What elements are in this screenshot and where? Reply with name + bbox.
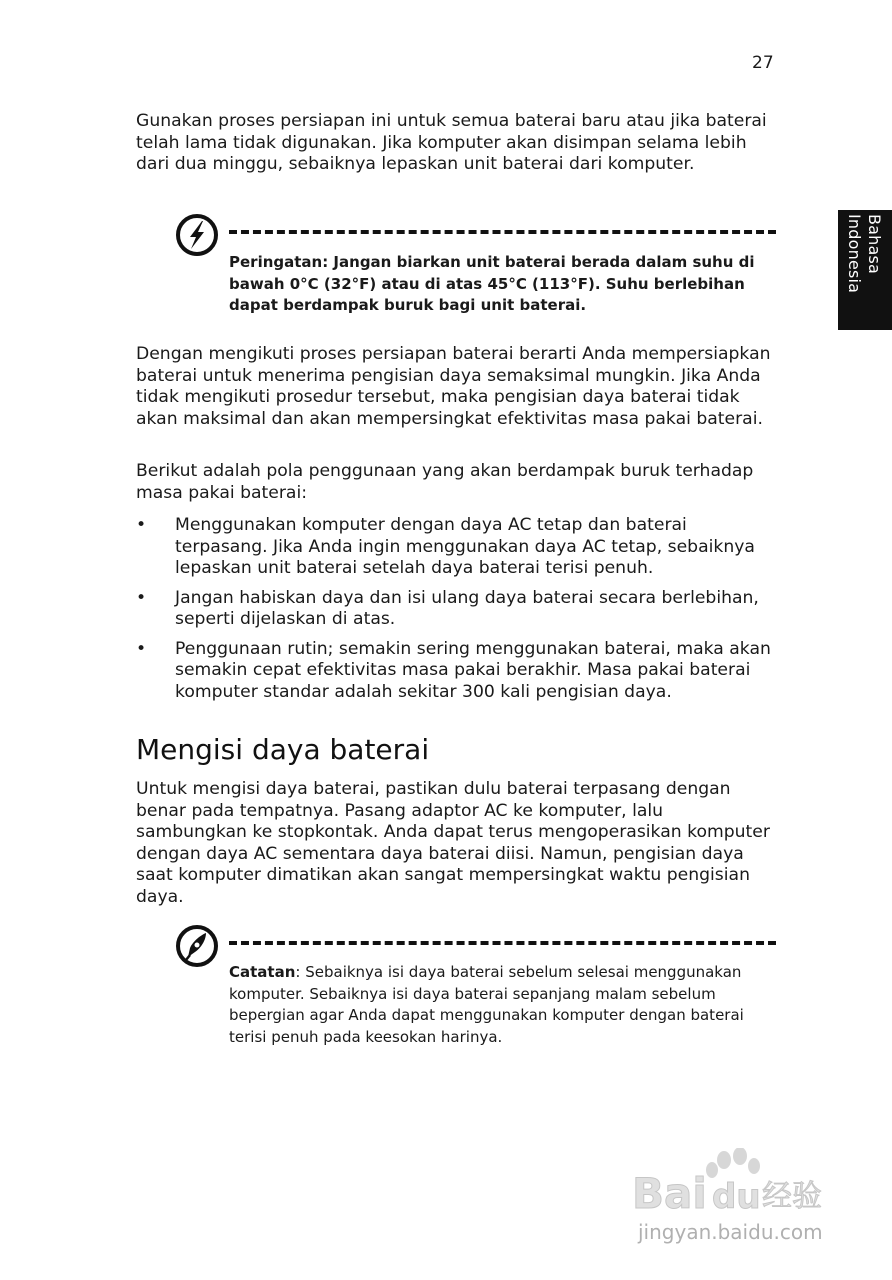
language-tab-line2: Indonesia — [845, 214, 864, 294]
note-divider — [229, 941, 776, 945]
bullet-mark: • — [136, 515, 147, 535]
note-text — [229, 962, 779, 1048]
usage-bullet-list — [136, 515, 776, 711]
list-item-text: Menggunakan komputer dengan daya AC tetap dan baterai terpasang. Jika Anda ingin menggunakan daya AC tetap, sebaiknya lepaskan unit baterai setelah daya baterai terisi penuh. — [175, 515, 755, 578]
note-body: : Sebaiknya isi daya baterai sebelum selesai menggunakan komputer. Sebaiknya isi daya baterai sepanjang malam sebelum bepergian agar Anda dapat menggunakan komputer dengan baterai terisi penuh pada keesokan harinya. — [229, 963, 744, 1046]
section-heading: Mengisi daya baterai — [136, 733, 430, 766]
language-tab-label — [844, 214, 884, 293]
list-item — [136, 515, 776, 580]
language-side-tab — [838, 210, 892, 330]
intro-paragraph: Gunakan proses persiapan ini untuk semua baterai baru atau jika baterai telah lama tidak digunakan. Jika komputer akan disimpan selama lebih dari dua minggu, sebaiknya lepaskan unit baterai dari komputer. — [136, 111, 767, 174]
svg-text:经验: 经验 — [762, 1179, 822, 1214]
bullet-mark: • — [136, 638, 147, 659]
list-item-text: Penggunaan rutin; semakin sering menggunakan baterai, maka akan semakin cepat efektivitas masa pakai berakhir. Masa pakai baterai komputer standar adalah sekitar 300 kali pengisian daya. — [175, 638, 771, 702]
bullet-mark: • — [136, 587, 147, 608]
warning-text: Peringatan: Jangan biarkan unit baterai berada dalam suhu di bawah 0°C (32°F) atau di atas 45°C (113°F). Suhu berlebihan dapat berdampak buruk bagi unit baterai. — [229, 253, 755, 314]
svg-text:du: du — [712, 1177, 761, 1217]
warning-divider — [229, 230, 776, 234]
note-label: Catatan — [229, 963, 296, 981]
language-tab-line1: Bahasa — [865, 214, 884, 275]
page-number: 27 — [752, 53, 774, 73]
list-item — [136, 588, 776, 631]
charging-paragraph: Untuk mengisi daya baterai, pastikan dulu baterai terpasang dengan benar pada tempatnya. Pasang adaptor AC ke komputer, lalu sambungkan ke stopkontak. Anda dapat terus mengoperasikan komputer dengan daya AC sementara daya baterai diisi. Namun, pengisian daya saat komputer dimatikan akan sangat mempersingkat waktu pengisian daya. — [136, 779, 770, 907]
list-item — [136, 639, 776, 704]
preparation-paragraph: Dengan mengikuti proses persiapan baterai berarti Anda mempersiapkan baterai untuk menerima pengisian daya semaksimal mungkin. Jika Anda tidak mengikuti prosedur tersebut, maka pengisian daya baterai tidak akan maksimal dan akan mempersingkat efektivitas masa pakai baterai. — [136, 344, 771, 429]
watermark-url: jingyan.baidu.com — [638, 1220, 823, 1244]
note-pen-icon — [175, 924, 219, 968]
list-item-text: Jangan habiskan daya dan isi ulang daya baterai secara berlebihan, seperti dijelaskan di atas. — [175, 587, 759, 629]
svg-text:Bai: Bai — [632, 1169, 707, 1218]
warning-lightning-icon — [175, 213, 219, 257]
usage-pattern-paragraph: Berikut adalah pola penggunaan yang akan berdampak buruk terhadap masa pakai baterai: — [136, 461, 754, 503]
